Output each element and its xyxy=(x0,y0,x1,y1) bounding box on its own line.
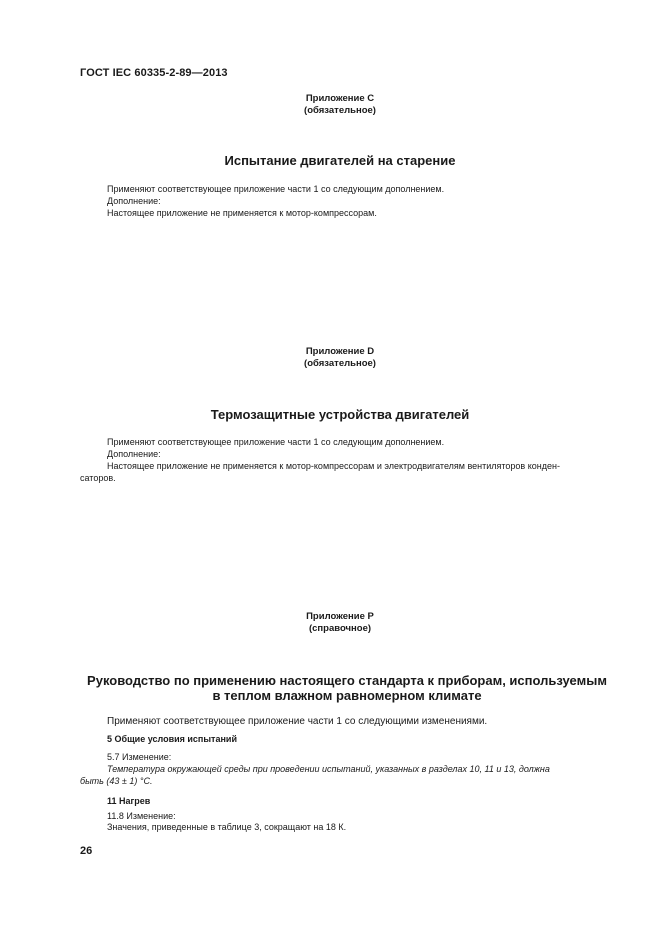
appendix-d-status: (обязательное) xyxy=(304,358,376,369)
item-11-8-label: 11.8 Изменение: xyxy=(107,811,176,821)
appendix-p-status: (справочное) xyxy=(308,623,372,634)
appendix-c-status: (обязательное) xyxy=(304,105,376,116)
section-11-heading: 11 Нагрев xyxy=(107,796,151,806)
item-5-7-text-line-2: быть (43 ± 1) °С. xyxy=(80,776,153,786)
appendix-p-label: Приложение Р xyxy=(306,611,374,622)
appendix-d-line-2: Дополнение: xyxy=(107,449,161,459)
appendix-c-line-1: Применяют соответствующее приложение части 1 со следующим дополнением. xyxy=(107,184,445,194)
appendix-d-title: Термозащитные устройства двигателей xyxy=(210,407,470,422)
section-5-heading: 5 Общие условия испытаний xyxy=(107,734,237,744)
appendix-c-line-3: Настоящее приложение не применяется к мотор-компрессорам. xyxy=(107,208,377,218)
page-number: 26 xyxy=(80,845,93,857)
item-11-8-text: Значения, приведенные в таблице 3, сокращают на 18 К. xyxy=(107,822,347,832)
appendix-c-label: Приложение С xyxy=(305,93,375,104)
appendix-c-title: Испытание двигателей на старение xyxy=(224,153,456,168)
appendix-p-intro: Применяют соответствующее приложение части 1 со следующими изменениями. xyxy=(107,716,488,727)
appendix-p-title-line-1: Руководство по применению настоящего стандарта к приборам, используемым xyxy=(87,673,607,688)
appendix-d-line-1: Применяют соответствующее приложение части 1 со следующим дополнением. xyxy=(107,437,445,447)
document-header: ГОСТ IEC 60335-2-89—2013 xyxy=(80,67,228,79)
appendix-d-line-3: Настоящее приложение не применяется к мотор-компрессорам и электродвигателям вентиляторов конден- xyxy=(107,461,560,471)
appendix-c-line-2: Дополнение: xyxy=(107,196,161,206)
item-5-7-text-line-1: Температура окружающей среды при проведении испытаний, указанных в разделах 10, 11 и 13, должна xyxy=(107,764,550,774)
appendix-d-line-4: саторов. xyxy=(80,473,116,483)
appendix-p-title-line-2: в теплом влажном равномерном климате xyxy=(212,688,482,703)
appendix-d-label: Приложение D xyxy=(305,346,375,357)
item-5-7-label: 5.7 Изменение: xyxy=(107,752,172,762)
